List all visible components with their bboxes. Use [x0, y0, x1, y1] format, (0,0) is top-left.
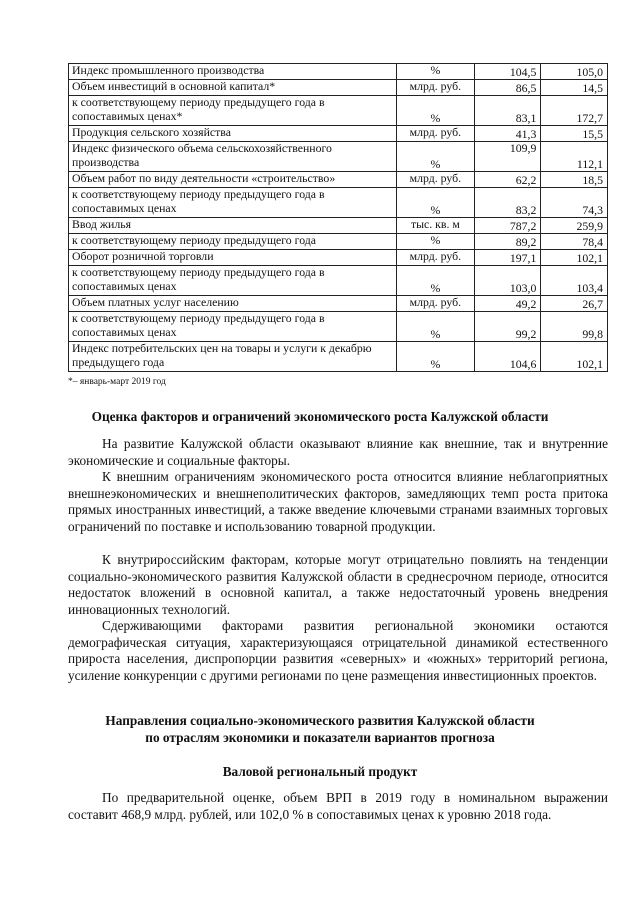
table-row	[69, 172, 608, 188]
value-2019-cell: 104,6	[474, 342, 541, 372]
indicator-name-cell: к соответствующему периоду предыдущего года в сопоставимых ценах	[69, 188, 397, 218]
indicator-name-cell: Объем инвестиций в основной капитал*	[69, 80, 397, 96]
value-2020-cell: 99,8	[541, 312, 608, 342]
unit-cell: млрд. руб.	[397, 296, 475, 312]
unit-cell: тыс. кв. м	[397, 218, 475, 234]
indicators-table-body	[69, 64, 608, 372]
unit-cell: млрд. руб.	[397, 250, 475, 266]
unit-cell: %	[397, 312, 475, 342]
value-2020-cell: 14,5	[541, 80, 608, 96]
table-row	[69, 188, 608, 218]
value-2020-cell: 78,4	[541, 234, 608, 250]
table-row	[69, 296, 608, 312]
table-row	[69, 250, 608, 266]
unit-cell: млрд. руб.	[397, 172, 475, 188]
value-2020-cell: 26,7	[541, 296, 608, 312]
indicator-name-cell: к соответствующему периоду предыдущего года в сопоставимых ценах*	[69, 96, 397, 126]
value-2019-cell: 83,2	[474, 188, 541, 218]
table-row	[69, 342, 608, 372]
indicator-name-cell: к соответствующему периоду предыдущего года в сопоставимых ценах	[69, 266, 397, 296]
table-row	[69, 142, 608, 172]
unit-cell: %	[397, 96, 475, 126]
value-2020-cell: 15,5	[541, 126, 608, 142]
section-heading-directions-line2: по отраслям экономики и показатели вариантов прогноза	[145, 730, 495, 745]
paragraph-4: Сдерживающими факторами развития региональной экономики остаются демографическая ситуация, характеризующаяся отрицательной динамикой естественного прироста населения, диспропорции развития «северных» и «южных» территорий региона, усиление конкуренции с другими регионами по цене размещения инвестиционных проектов.	[68, 618, 608, 683]
value-2019-cell: 99,2	[474, 312, 541, 342]
indicator-name-cell: к соответствующему периоду предыдущего года	[69, 234, 397, 250]
section-heading-factors: Оценка факторов и ограничений экономического роста Калужской области	[91, 409, 549, 424]
table-row	[69, 218, 608, 234]
value-2019-cell: 86,5	[474, 80, 541, 96]
indicator-name-cell: Ввод жилья	[69, 218, 397, 234]
value-2020-cell: 172,7	[541, 96, 608, 126]
unit-cell: млрд. руб.	[397, 126, 475, 142]
indicator-name-cell: к соответствующему периоду предыдущего года в сопоставимых ценах	[69, 312, 397, 342]
table-row	[69, 234, 608, 250]
section-heading-directions-line1: Направления социально-экономического развития Калужской области	[105, 713, 535, 728]
table-row	[69, 80, 608, 96]
paragraph-1: На развитие Калужской области оказывают влияние как внешние, так и внутренние экономические и социальные факторы.	[68, 436, 608, 468]
unit-cell: %	[397, 234, 475, 250]
value-2019-cell: 41,3	[474, 126, 541, 142]
paragraph-grp: По предварительной оценке, объем ВРП в 2019 году в номинальном выражении составит 468,9 млрд. рублей, или 102,0 % в сопоставимых ценах к уровню 2018 года.	[68, 790, 608, 822]
table-row	[69, 312, 608, 342]
value-2020-cell: 74,3	[541, 188, 608, 218]
unit-cell: %	[397, 142, 475, 172]
indicators-table	[68, 63, 608, 372]
unit-cell: %	[397, 266, 475, 296]
table-row	[69, 96, 608, 126]
value-2019-cell: 49,2	[474, 296, 541, 312]
unit-cell: %	[397, 342, 475, 372]
table-row	[69, 126, 608, 142]
indicator-name-cell: Индекс физического объема сельскохозяйственного производства	[69, 142, 397, 172]
indicator-name-cell: Продукция сельского хозяйства	[69, 126, 397, 142]
value-2019-cell: 787,2	[474, 218, 541, 234]
value-2020-cell: 259,9	[541, 218, 608, 234]
value-2019-cell: 103,0	[474, 266, 541, 296]
indicator-name-cell: Индекс промышленного производства	[69, 64, 397, 80]
unit-cell: млрд. руб.	[397, 80, 475, 96]
table-footnote: *– январь-март 2019 год	[68, 377, 166, 387]
paragraph-2: К внешним ограничениям экономического роста относится влияние неблагоприятных внешнеэкономических и внешнеполитических факторов, замедляющих темп роста притока прямых иностранных инвестиций, а также введение ключевыми странами взаимных торговых ограничений по поставке и использованию товарной продукции.	[68, 469, 608, 534]
value-2020-cell: 102,1	[541, 250, 608, 266]
value-2020-cell: 102,1	[541, 342, 608, 372]
indicator-name-cell: Объем работ по виду деятельности «строительство»	[69, 172, 397, 188]
value-2020-cell: 112,1	[541, 142, 608, 172]
indicator-name-cell: Индекс потребительских цен на товары и услуги к декабрю предыдущего года	[69, 342, 397, 372]
value-2019-cell: 104,5	[474, 64, 541, 80]
value-2019-cell: 197,1	[474, 250, 541, 266]
unit-cell: %	[397, 64, 475, 80]
value-2020-cell: 103,4	[541, 266, 608, 296]
indicator-name-cell: Оборот розничной торговли	[69, 250, 397, 266]
value-2019-cell: 89,2	[474, 234, 541, 250]
value-2020-cell: 105,0	[541, 64, 608, 80]
value-2019-cell: 109,9	[474, 142, 541, 172]
indicator-name-cell: Объем платных услуг населению	[69, 296, 397, 312]
paragraph-3: К внутрироссийским факторам, которые могут отрицательно повлиять на тенденции социально-экономического развития Калужской области в среднесрочном периоде, относится недостаток вложений в основной капитал, а также недостаточный уровень внедрения инновационных технологий.	[68, 552, 608, 617]
value-2020-cell: 18,5	[541, 172, 608, 188]
value-2019-cell: 83,1	[474, 96, 541, 126]
value-2019-cell: 62,2	[474, 172, 541, 188]
subheading-grp: Валовой региональный продукт	[222, 764, 418, 779]
unit-cell: %	[397, 188, 475, 218]
table-row	[69, 64, 608, 80]
table-row	[69, 266, 608, 296]
